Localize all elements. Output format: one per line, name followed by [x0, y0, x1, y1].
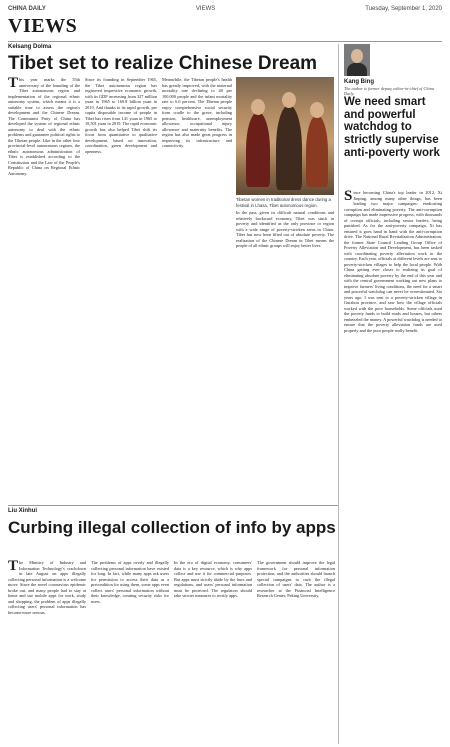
page-header-bar	[8, 4, 442, 14]
issue-date: Tuesday, September 1, 2020	[365, 6, 442, 12]
article2-col2: The problems of apps overly and illegally collecting personal information have existed for long. In fact, while many apps ask users for permission to access their data as a precondition for using them, some apps even collect users' personal information without their knowledge, creating security risks for users.	[91, 560, 169, 604]
article-divider	[8, 505, 338, 506]
article2-headline: Curbing illegal collection of info by apps	[8, 518, 336, 537]
brand-label: CHINA DAILY	[8, 6, 46, 12]
article1-col4: In the past, given its difficult natural conditions and relatively backward economy, Tibet was stuck in poverty and identified as the only province or region with a wide range of poverty-stricken areas in China. Tibet has now been lifted out of absolute poverty. The realization of the Chinese Dream in Tibet means the people of all ethnic groups will enjoy better lives.	[236, 210, 334, 248]
article1-byline: Kelsang Dolma	[8, 44, 52, 50]
page-title: VIEWS	[8, 15, 78, 37]
article2-col4: The government should improve the legal framework for personal information protection, and the authorities should launch special campaigns to curb the illegal collection of users' data. The author is a researcher at the Financial Intelligence Research Center, Peking University.	[257, 560, 335, 598]
section-label: VIEWS	[195, 6, 216, 12]
author-avatar	[344, 44, 370, 76]
opinion-headline: We need smart and powerful watchdog to strictly supervise anti-poverty work	[344, 96, 440, 159]
author-note: The author is former deputy editor-in-chief of China Daily.	[344, 86, 435, 96]
author-name: Kang Bing	[344, 79, 374, 85]
article2-col3: In the era of digital economy, consumers' data is a key resource, which is why apps collect and use it for commercial purposes. But apps must strictly abide by the laws and regulations, and users' personal information must be protected. The regulators should take stricter measures to rectify apps.	[174, 560, 252, 598]
article2-col1: The Ministry of Industry and Information Technology's crackdown in late August on apps illegally collecting personal information is a welcome move. Since the novel coronavirus epidemic broke out, and many people had to stay at home and use mobile apps for work, study and shopping, the problem of apps illegally collecting users' personal information has become more serious.	[8, 560, 86, 615]
photo-caption: Tibetan women in traditional dress dance during a festival in Lhasa, Tibet autonomous region.	[236, 197, 331, 208]
opinion-body: Since becoming China's top leader in 2012, Xi Jinping, among many other things, has been leading two major campaigns: eradicating corruption and eliminating poverty. The anti-corruption campaign has made impressive progress, with thousands of corrupt officials, including senior leaders, being punished. As for the anti-poverty campaign, Xi has ensured it goes hand in hand with the anti-corruption drive. The National Rural Revitalization Administration, the former State Council Leading Group Office of Poverty Alleviation and Development, has been tasked with coordinating poverty alleviation work in the country. Each year, officials at different levels are sent to poverty-stricken villages to help the local people. With China getting ever closer to realizing its goal of eliminating absolute poverty by the end of this year and with the central government working out new plans to improve farmers' living conditions, the need for a smart and powerful watchdog can never be overestimated. Six years ago, I was sent to a poverty-stricken village in Guizhou province, and saw how the village officials worked with the poor households. Some officials used the poverty funds to build roads and houses, but others embezzled the money. A powerful watchdog is needed to ensure that the poverty alleviation funds are used properly and the poor people really benefit.	[344, 190, 442, 333]
article1-col3: Meanwhile, the Tibetan people's health has greatly improved, with the maternal mortality rate declining to 48 per 100,000 people and the infant mortality rate to 6.6 percent. The Tibetan people enjoy comprehensive social security from cradle to the grave, including pension, healthcare, unemployment allowance, occupational injury allowance and maternity benefits. The region has also made great progress in improving its infrastructure and connectivity.	[162, 77, 232, 148]
article1-col1: This year marks the 55th anniversary of the founding of the Tibet autonomous region and implementation of the regional ethnic autonomy system, which means it is a suitable time to assess the region's development and the Chinese Dream. The Communist Party of China has developed the system of regional ethnic autonomy to deal with the ethnic problems and guarantee political rights to the Tibetan people. Like in the other four provincial-level autonomous regions, the ethnic autonomous administration of Tibet is established according to the Constitution and the Law of the People's Republic of China on Regional Ethnic Autonomy.	[8, 77, 80, 176]
article1-photo	[236, 77, 334, 195]
article1-headline: Tibet set to realize Chinese Dream	[8, 53, 318, 74]
article1-col2: Since its founding in September 1965, the Tibet autonomous region has registered impressive economic growth, with its GDP increasing from 327 million yuan in 1965 to 169.8 billion yuan in 2019. And thanks to its rapid growth, per capita disposable income of people in Tibet has risen from 141 yuan in 1965 to 19,501 yuan in 2019. The rapid economic growth has also helped Tibet shift its focus from quantitative to qualitative development, based on innovation, coordination, green development and openness.	[85, 77, 157, 154]
article2-byline: Liu Xinhui	[8, 508, 37, 514]
section-header	[8, 15, 442, 42]
column-divider	[338, 44, 339, 744]
